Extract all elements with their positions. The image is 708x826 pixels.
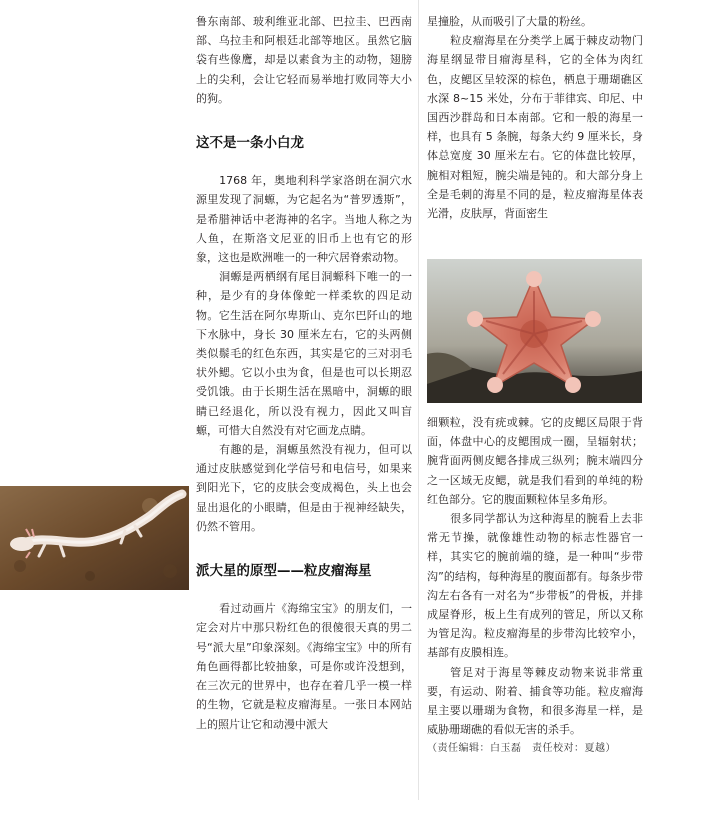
starfish-photo — [427, 259, 642, 403]
editor-credit: （责任编辑：白玉磊 责任校对：夏越） — [427, 743, 616, 755]
starfish-paragraph-1-continued: 星撞脸，从而吸引了大量的粉丝。 — [427, 15, 592, 28]
olm-photo — [0, 486, 189, 590]
olm-paragraph-1: 1768 年，奥地利科学家洛朗在洞穴水源里发现了洞螈，为它起名为“普罗透斯”，是希腊神话中老海神的名字。当地人称之为人鱼，在斯洛文尼亚的旧币上也有它的形象，这也是欧洲唯一的一种穴居脊索动物。 — [196, 174, 412, 265]
starfish-paragraph-3: 很多同学都认为这种海星的腕看上去非常无节操，就像雄性动物的标志性器官一样，其实它的腕前端的缝，是一种叫“步带沟”的结构，每种海星的腹面都有。每条步带沟左右各有一对名为“步带板”的骨板，并排成屋脊形，板上生有成列的管足，所以又称为管足沟。粒皮瘤海星的步带沟比较窄小，基部有皮膜相连。 — [427, 512, 643, 660]
intro-paragraph: 鲁东南部、玻利维亚北部、巴拉圭、巴西南部、乌拉圭和阿根廷北部等地区。虽然它脑袋有些像鹰，却是以素食为主的动物，翅膀上的尖利，会让它轻而易举地打败同等大小的狗。 — [196, 15, 412, 105]
olm-paragraph-3: 有趣的是，洞螈虽然没有视力，但可以通过皮肤感觉到化学信号和电信号，如果来到阳光下，它的皮肤会变成褐色，头上也会显出退化的小眼睛，但是由于视神经缺失，仍然不管用。 — [196, 443, 412, 533]
starfish-paragraph-2: 粒皮瘤海星在分类学上属于棘皮动物门海星纲显带目瘤海星科，它的全体为肉红色，皮鳃区呈较深的棕色，栖息于珊瑚礁区水深 8~15 米处，分布于菲律宾、印尼、中国西沙群岛和日本南部。它和一般的海星一样，也具有 5 条腕，每条大约 9 厘米长，身体总宽度 30 厘米左右。它的体盘比较厚，腕相对粗短，腕尖端是钝的。和大部分身上全是毛刺的海星不同的是，粒皮瘤海星体表光滑，皮肤厚，背面密生 — [427, 34, 643, 221]
starfish-paragraph-4: 管足对于海星等棘皮动物来说非常重要，有运动、附着、捕食等功能。粒皮瘤海星主要以珊瑚为食物，和很多海星一样，是威胁珊瑚礁的看似无害的杀手。 — [427, 665, 643, 737]
column-divider — [418, 0, 419, 800]
starfish-paragraph-2-continued: 细颗粒，没有疣或棘。它的皮鳃区局限于背面，体盘中心的皮鳃围成一圈，呈辐射状；腕背面两侧皮鳃各排成三纵列；腕末端四分之一区域无皮鳃，就是我们看到的单纯的粉红色部分。它的腹面颗粒体呈多角形。 — [427, 416, 643, 506]
article-column-right-top — [427, 12, 643, 223]
article-column-left — [196, 12, 412, 734]
starfish-paragraph-1: 看过动画片《海绵宝宝》的朋友们，一定会对片中那只粉红色的很傻很天真的男二号“派大星”印象深刻。《海绵宝宝》中的所有角色画得都比较抽象，可是你或许没想到，在三次元的世界中，也存在着几乎一模一样的生物，它就是粒皮瘤海星。一张日本网站上的照片让它和动漫中派大 — [196, 602, 412, 731]
section-heading-olm: 这不是一条小白龙 — [196, 135, 304, 152]
olm-paragraph-2: 洞螈是两栖纲有尾目洞螈科下唯一的一种，是少有的身体像蛇一样柔软的四足动物。它生活在阿尔卑斯山、克尔巴阡山的地下水脉中，身长 30 厘米左右，它的头两侧类似鬃毛的红色东西，其实是它的三对羽毛状外鳃。它以小虫为食，但是也可以长期忍受饥饿。由于长期生活在黑暗中，洞螈的眼睛已经退化，所以没有视力，因此又叫盲螈，可惜大自然没有对它画龙点睛。 — [196, 270, 412, 437]
section-heading-starfish: 派大星的原型——粒皮瘤海星 — [196, 563, 372, 580]
article-column-right-bottom — [427, 413, 643, 759]
